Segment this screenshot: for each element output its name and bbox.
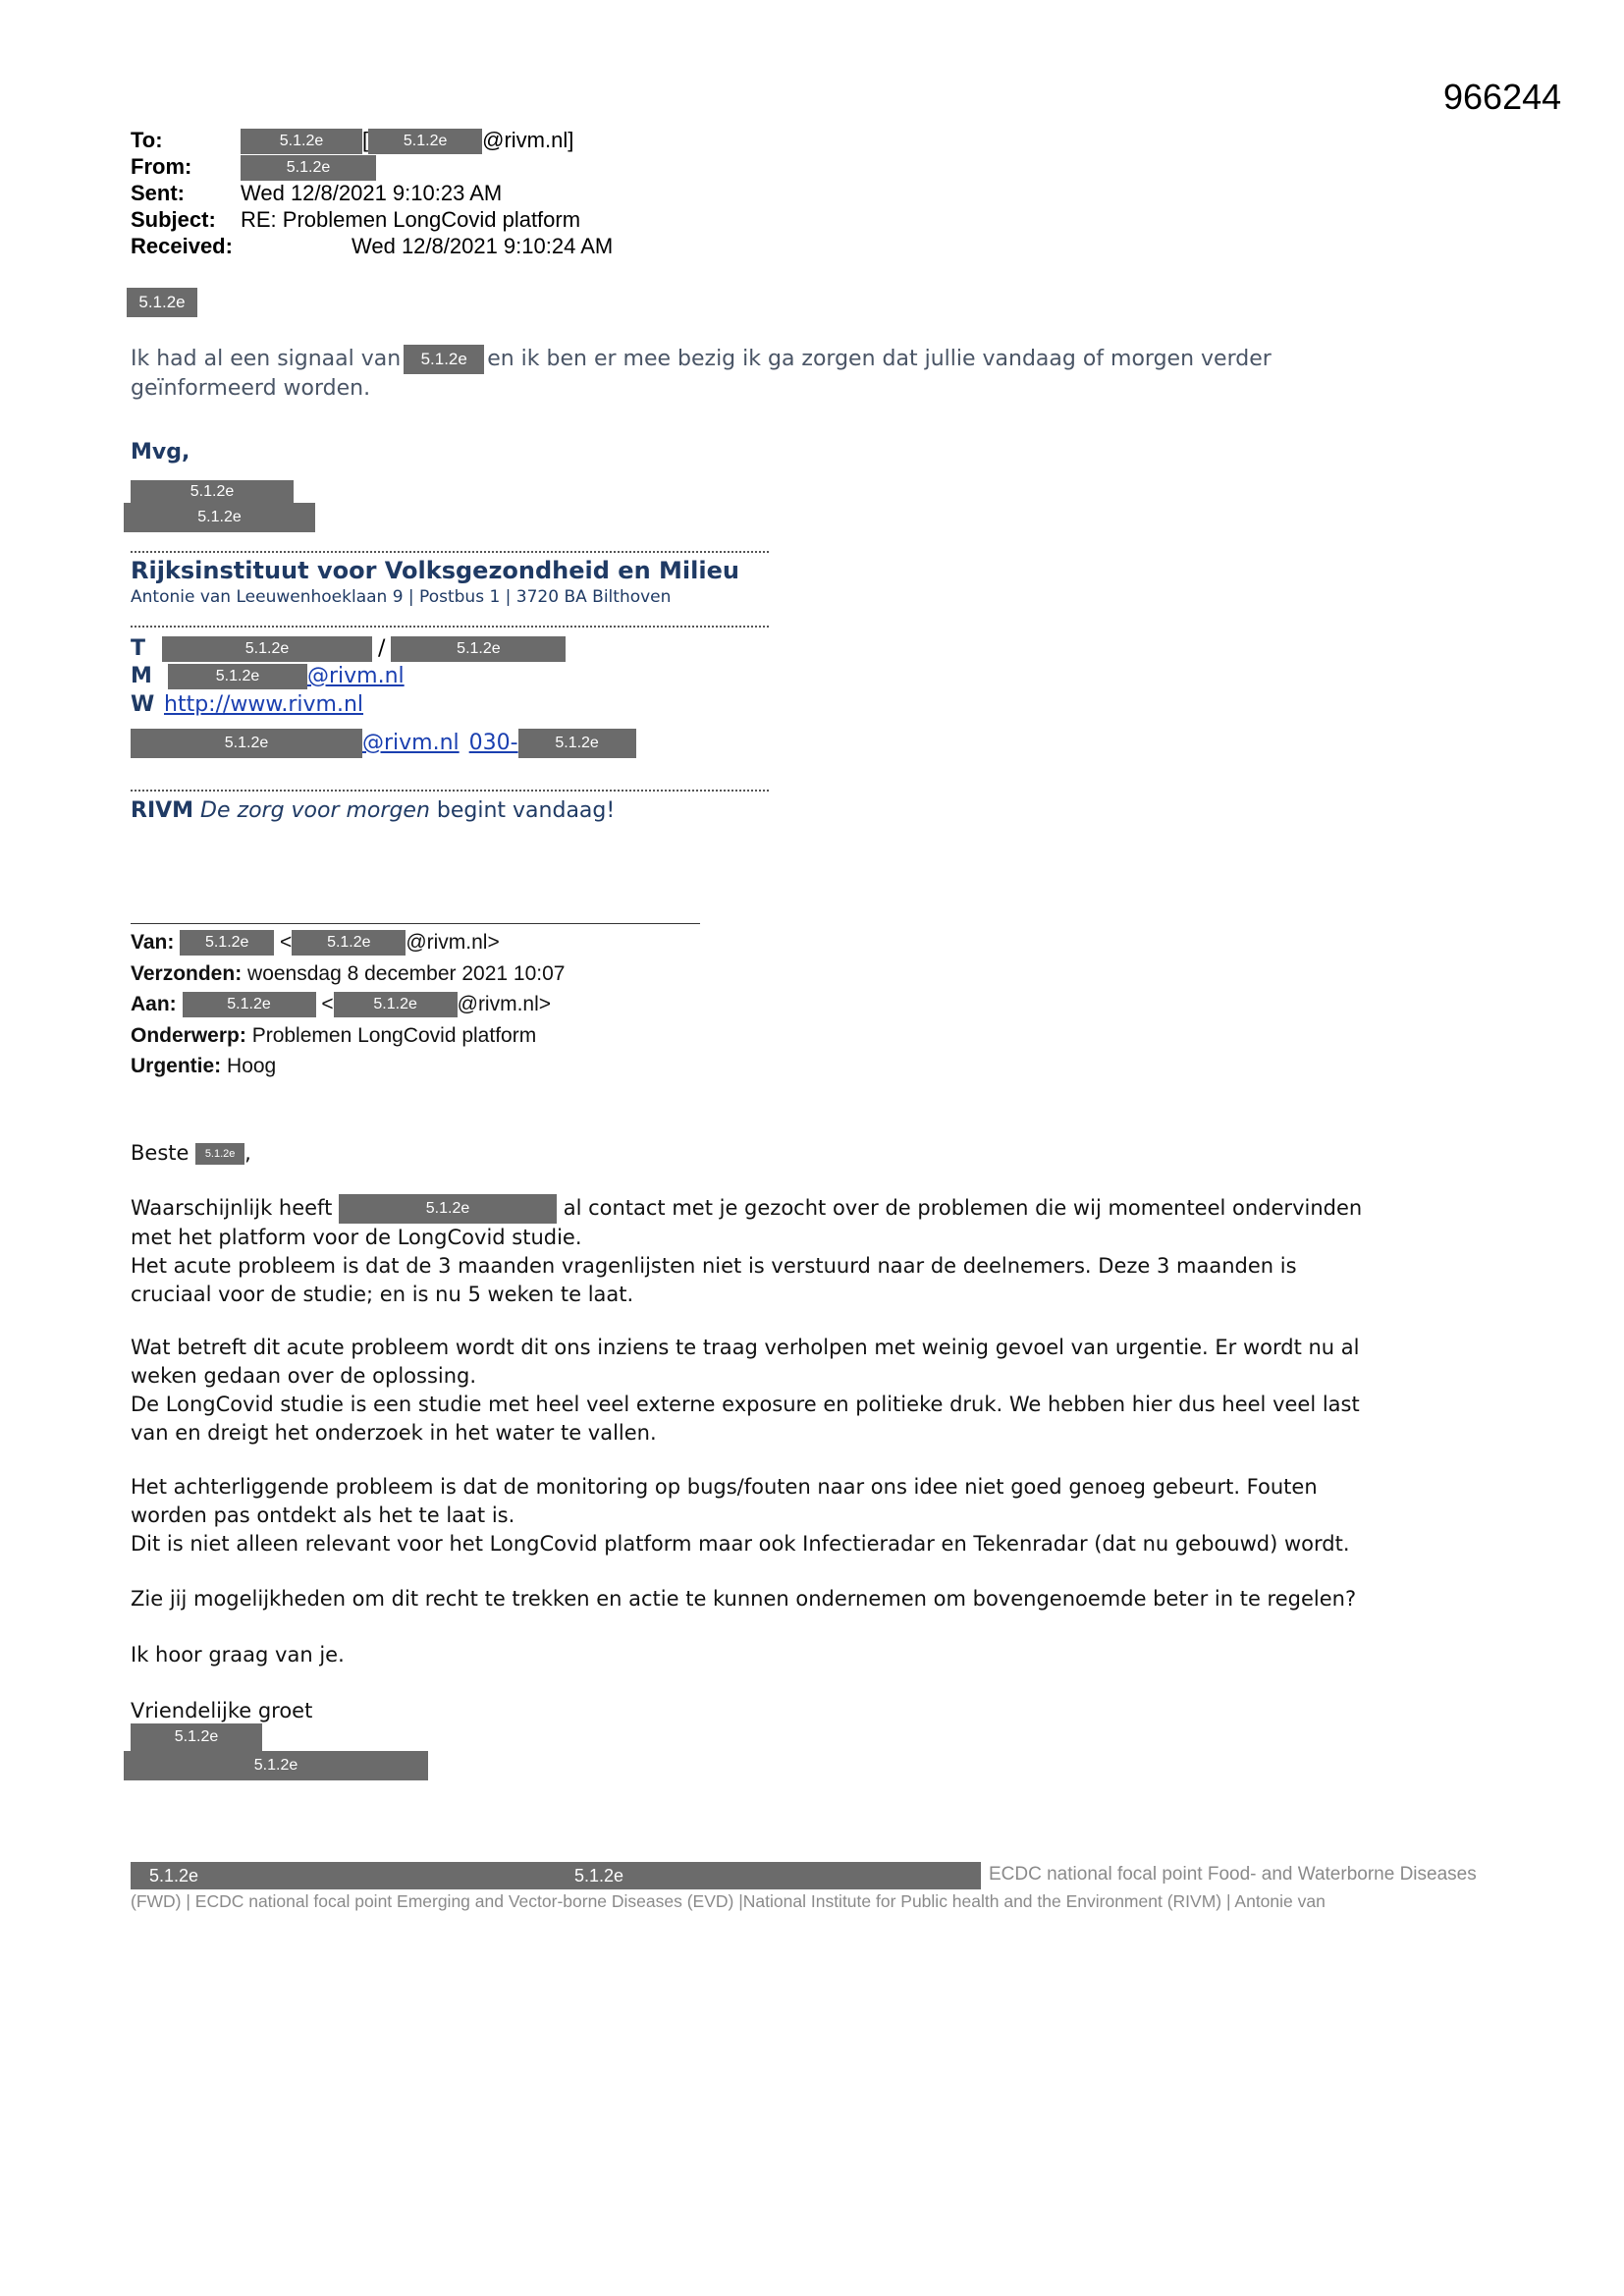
redaction-box: 5.1.2e	[518, 729, 636, 758]
redaction-box: 5.1.2e	[127, 288, 197, 317]
body-line	[131, 1194, 1362, 1224]
slogan-italic: De zorg voor morgen	[200, 798, 430, 823]
body-line: cruciaal voor de studie; en is nu 5 weken te laat.	[131, 1283, 634, 1306]
web-row	[131, 692, 363, 717]
redaction-box: 5.1.2e	[183, 992, 316, 1017]
redaction-box: 5.1.2e	[391, 636, 566, 662]
body-line: Wat betreft dit acute probleem wordt dit ons inziens te traag verholpen met weinig gevoel van urgentie. Er wordt nu al	[131, 1336, 1360, 1359]
urgentie-value: Hoog	[227, 1055, 277, 1077]
reply-text: Ik had al een signaal van	[131, 347, 402, 371]
aan-lt: <	[321, 993, 334, 1015]
received-label: Received:	[131, 234, 233, 258]
verzonden-label: Verzonden:	[131, 961, 243, 985]
sent-value: Wed 12/8/2021 9:10:23 AM	[241, 181, 503, 205]
subject-label: Subject:	[131, 207, 216, 232]
sent-label: Sent:	[131, 181, 185, 205]
phone-row	[131, 636, 566, 662]
email-header	[131, 128, 613, 260]
redaction-box: 5.1.2e	[124, 503, 315, 532]
reply-body	[131, 345, 1272, 403]
body-line: Het acute probleem is dat de 3 maanden vragenlijsten niet is verstuurd naar de deelnemers. Deze 3 maanden is	[131, 1254, 1297, 1278]
urgentie-label: Urgentie:	[131, 1055, 222, 1077]
redaction-box: 5.1.2e	[334, 992, 458, 1017]
verzonden-value: woensdag 8 december 2021 10:07	[247, 961, 566, 985]
signature-org: Rijksinstituut voor Volksgezondheid en Milieu	[131, 557, 739, 584]
aan-suffix: @rivm.nl>	[457, 993, 552, 1015]
body-line: met het platform voor de LongCovid studie.	[131, 1226, 582, 1249]
redaction-box: 5.1.2e	[241, 129, 362, 154]
van-row	[131, 927, 565, 958]
redaction-box: 5.1.2e	[168, 664, 307, 689]
signature-address: Antonie van Leeuwenhoeklaan 9 | Postbus 1 | 3720 BA Bilthoven	[131, 587, 672, 607]
body-line: weken gedaan over de oplossing.	[131, 1364, 477, 1388]
redaction-box: 5.1.2e	[131, 480, 294, 504]
original-greeting	[131, 1139, 251, 1168]
body-line: Het achterliggende probleem is dat de monitoring op bugs/fouten naar ons idee niet goed genoeg gebeurt. Fouten	[131, 1475, 1318, 1499]
original-paragraph-3	[131, 1473, 1350, 1558]
urgentie-row	[131, 1051, 565, 1082]
document-number: 966244	[1443, 77, 1562, 117]
greeting-comma: ,	[244, 1141, 251, 1165]
greeting-text: Beste	[131, 1141, 189, 1165]
redaction-box: 5.1.2e	[162, 636, 372, 662]
divider	[131, 551, 769, 553]
van-suffix: @rivm.nl>	[406, 931, 500, 954]
onderwerp-row	[131, 1020, 565, 1052]
redaction-box: 5.1.2e	[180, 930, 274, 956]
redaction-box: 5.1.2e	[368, 129, 482, 154]
reply-closing: Mvg,	[131, 440, 190, 465]
received-value: Wed 12/8/2021 9:10:24 AM	[352, 234, 614, 258]
divider	[131, 790, 769, 792]
web-link[interactable]: http://www.rivm.nl	[164, 692, 364, 717]
closing-title-redaction	[124, 1751, 428, 1780]
redaction-box: 5.1.2e	[241, 155, 376, 181]
reply-greeting	[127, 288, 197, 317]
closing-name-redaction	[131, 1723, 262, 1751]
extra-mail-link[interactable]: @rivm.nl	[362, 731, 460, 755]
original-header	[131, 927, 565, 1082]
subject-row	[131, 207, 613, 234]
body-line: De LongCovid studie is een studie met heel veel externe exposure en politieke druk. We hebben hier dus heel veel last	[131, 1393, 1360, 1416]
redaction-box: 5.1.2e	[404, 345, 484, 374]
extra-contact-row	[131, 729, 636, 758]
reply-line-2: geïnformeerd worden.	[131, 376, 371, 401]
aan-label: Aan:	[131, 993, 177, 1015]
web-label: W	[131, 692, 155, 717]
extra-phone-link[interactable]: 030-	[468, 731, 518, 755]
slogan-rest: begint vandaag!	[436, 798, 616, 823]
aan-row	[131, 989, 565, 1020]
original-closing: Vriendelijke groet	[131, 1699, 313, 1722]
van-lt: <	[280, 931, 293, 954]
sent-row	[131, 181, 613, 207]
subject-value: RE: Problemen LongCovid platform	[241, 207, 581, 232]
message-separator	[131, 923, 700, 924]
from-row	[131, 154, 613, 181]
received-row	[131, 234, 613, 260]
redaction-box: 5.1.2e	[195, 1143, 244, 1165]
original-paragraph-1	[131, 1194, 1362, 1309]
to-row	[131, 128, 613, 154]
onderwerp-value: Problemen LongCovid platform	[251, 1023, 537, 1047]
phone-slash: /	[378, 636, 386, 661]
original-paragraph-2	[131, 1334, 1360, 1448]
reply-line-1	[131, 345, 1272, 374]
divider	[131, 626, 769, 628]
sender-title-redaction	[124, 503, 315, 532]
sender-name-redaction	[131, 480, 294, 504]
to-label: To:	[131, 128, 163, 152]
body-line: van en dreigt het onderzoek in het water te vallen.	[131, 1421, 657, 1445]
body-text: al contact met je gezocht over de problemen die wij momenteel ondervinden	[563, 1196, 1363, 1220]
redaction-box: 5.1.2e	[131, 729, 362, 758]
body-text: Waarschijnlijk heeft	[131, 1196, 333, 1220]
body-line: Dit is niet alleen relevant voor het LongCovid platform maar ook Infectieradar en Tekenradar (dat nu gebouwd) wordt.	[131, 1532, 1350, 1556]
slogan-rivm: RIVM	[131, 798, 194, 823]
footer-text: ECDC national focal point Food- and Waterborne Diseases	[989, 1864, 1477, 1886]
footer-line-1	[131, 1862, 1477, 1889]
mail-row	[131, 664, 405, 689]
verzonden-row	[131, 958, 565, 990]
reply-text: en ik ben er mee bezig ik ga zorgen dat jullie vandaag of morgen verder	[487, 347, 1272, 371]
phone-label: T	[131, 636, 146, 661]
original-paragraph-4: Zie jij mogelijkheden om dit recht te trekken en actie te kunnen ondernemen om bovengenoemde beter in te regelen?	[131, 1587, 1357, 1611]
original-paragraph-5: Ik hoor graag van je.	[131, 1643, 345, 1667]
to-suffix: @rivm.nl]	[482, 128, 574, 152]
to-bracket: [	[362, 128, 369, 152]
mail-label: M	[131, 664, 152, 688]
onderwerp-label: Onderwerp:	[131, 1023, 246, 1047]
redaction-box: 5.1.2e	[339, 1194, 557, 1224]
redaction-box: 5.1.2e	[292, 930, 406, 956]
signature-slogan	[131, 798, 615, 823]
redaction-box: 5.1.2e	[124, 1751, 428, 1780]
mail-link[interactable]: @rivm.nl	[307, 664, 405, 688]
redaction-box: 5.1.2e	[217, 1862, 981, 1889]
redaction-box: 5.1.2e	[131, 1862, 217, 1889]
redaction-box: 5.1.2e	[131, 1723, 262, 1751]
from-label: From:	[131, 154, 192, 179]
body-line: worden pas ontdekt als het te laat is.	[131, 1503, 515, 1527]
footer-line-2: (FWD) | ECDC national focal point Emerging and Vector-borne Diseases (EVD) |National Institute for Public health and the Environment (RIVM) | Antonie van	[131, 1891, 1326, 1911]
van-label: Van:	[131, 931, 175, 954]
